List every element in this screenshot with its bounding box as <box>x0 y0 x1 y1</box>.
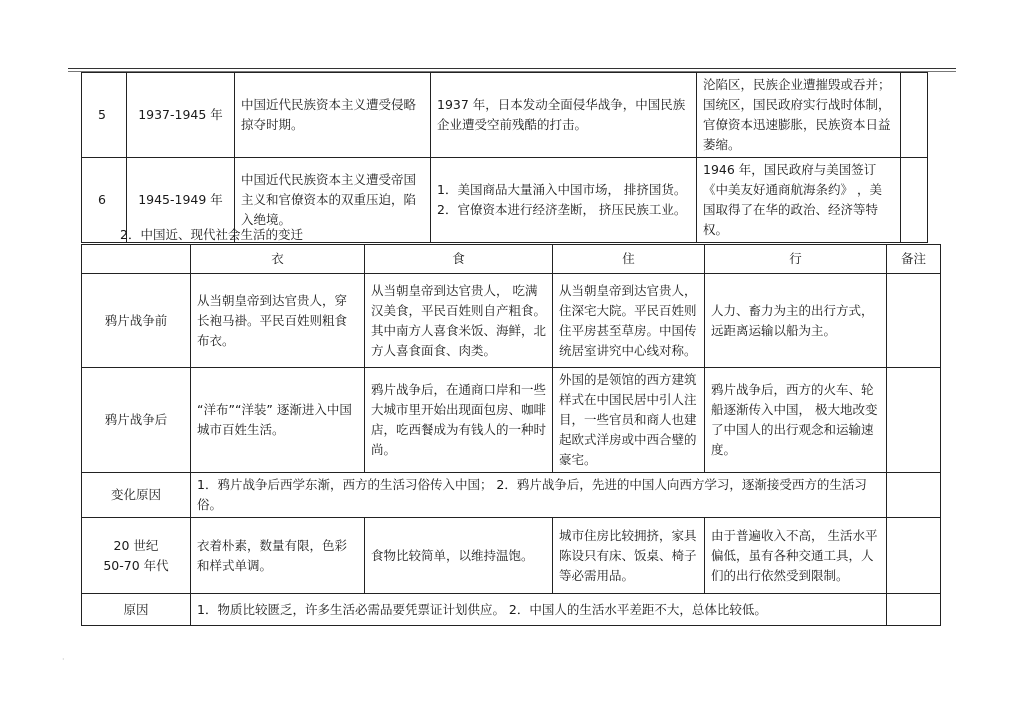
food-cell: 鸦片战争后，在通商口岸和一些大城市里开始出现面包房、咖啡店，吃西餐成为有钱人的一种时尚。 <box>365 368 553 473</box>
note-cell <box>901 73 928 158</box>
page-mark: · <box>62 655 65 664</box>
remarks-cell <box>887 274 941 368</box>
note-cell <box>901 158 928 243</box>
remarks-cell <box>887 594 941 626</box>
period-cell: 1945-1949 年 <box>127 158 235 243</box>
transport-cell: 由于普遍收入不高， 生活水平偏低，虽有各种交通工具，人们的出行依然受到限制。 <box>705 518 887 594</box>
table-row <box>82 368 941 473</box>
row-label: 鸦片战争前 <box>82 274 191 368</box>
row-label: 鸦片战争后 <box>82 368 191 473</box>
detail-cell: 1946 年，国民政府与美国签订《中美友好通商航海条约》 ，美国取得了在华的政治、经济等特权。 <box>697 158 901 243</box>
section-heading: 2．中国近、现代社会生活的变迁 <box>120 227 303 242</box>
capitalism-history-table <box>81 72 928 243</box>
remarks-cell <box>887 518 941 594</box>
transport-cell: 人力、畜力为主的出行方式，远距离运输以船为主。 <box>705 274 887 368</box>
header-corner <box>82 245 191 274</box>
remarks-cell <box>887 368 941 473</box>
row-label: 原因 <box>82 594 191 626</box>
merged-reason-cell: 1．鸦片战争后西学东渐，西方的生活习俗传入中国； 2．鸦片战争后，先进的中国人向西方学习，逐渐接受西方的生活习俗。 <box>191 473 887 518</box>
clothing-cell: “洋布”“洋装” 逐渐进入中国城市百姓生活。 <box>191 368 365 473</box>
clothing-cell: 衣着朴素，数量有限，色彩和样式单调。 <box>191 518 365 594</box>
state-cell: 中国近代民族资本主义遭受帝国主义和官僚资本的双重压迫，陷入绝境。 <box>235 158 431 243</box>
header-housing: 住 <box>553 245 705 274</box>
header-remarks: 备注 <box>887 245 941 274</box>
clothing-cell: 从当朝皇帝到达官贵人，穿长袍马褂。平民百姓则粗食布衣。 <box>191 274 365 368</box>
cause-cell: 1937 年，日本发动全面侵华战争，中国民族企业遭受空前残酷的打击。 <box>431 73 697 158</box>
header-transport: 行 <box>705 245 887 274</box>
row-number: 6 <box>82 158 127 243</box>
table-header-row <box>82 245 941 274</box>
housing-cell: 从当朝皇帝到达官贵人，住深宅大院。平民百姓则住平房甚至草房。中国传统居室讲究中心线对称。 <box>553 274 705 368</box>
period-cell: 1937-1945 年 <box>127 73 235 158</box>
table-row <box>82 274 941 368</box>
detail-cell: 沦陷区，民族企业遭摧毁或吞并；国统区，国民政府实行战时体制，官僚资本迅速膨胀，民族资本日益萎缩。 <box>697 73 901 158</box>
housing-cell: 外国的是领馆的西方建筑样式在中国民居中引人注目，一些官员和商人也建起欧式洋房或中西合璧的豪宅。 <box>553 368 705 473</box>
table-row <box>82 73 928 158</box>
social-life-table <box>81 244 941 626</box>
header-rule <box>68 68 956 69</box>
housing-cell: 城市住房比较拥挤，家具陈设只有床、饭桌、椅子等必需用品。 <box>553 518 705 594</box>
table-row <box>82 594 941 626</box>
cause-cell: 1．美国商品大量涌入中国市场， 排挤国货。 2．官僚资本进行经济垄断， 挤压民族工业。 <box>431 158 697 243</box>
table-row <box>82 518 941 594</box>
food-cell: 从当朝皇帝到达官贵人， 吃满汉美食，平民百姓则自产粗食。其中南方人喜食米饭、海鲜，北方人喜食面食、肉类。 <box>365 274 553 368</box>
row-number: 5 <box>82 73 127 158</box>
merged-reason-cell: 1．物质比较匮乏，许多生活必需品要凭票证计划供应。 2．中国人的生活水平差距不大，总体比较低。 <box>191 594 887 626</box>
food-cell: 食物比较简单，以维持温饱。 <box>365 518 553 594</box>
header-food: 食 <box>365 245 553 274</box>
row-label: 20 世纪 50-70 年代 <box>82 518 191 594</box>
table-row <box>82 473 941 518</box>
remarks-cell <box>887 473 941 518</box>
state-cell: 中国近代民族资本主义遭受侵略掠夺时期。 <box>235 73 431 158</box>
row-label: 变化原因 <box>82 473 191 518</box>
header-clothing: 衣 <box>191 245 365 274</box>
transport-cell: 鸦片战争后，西方的火车、轮船逐渐传入中国， 极大地改变了中国人的出行观念和运输速度。 <box>705 368 887 473</box>
